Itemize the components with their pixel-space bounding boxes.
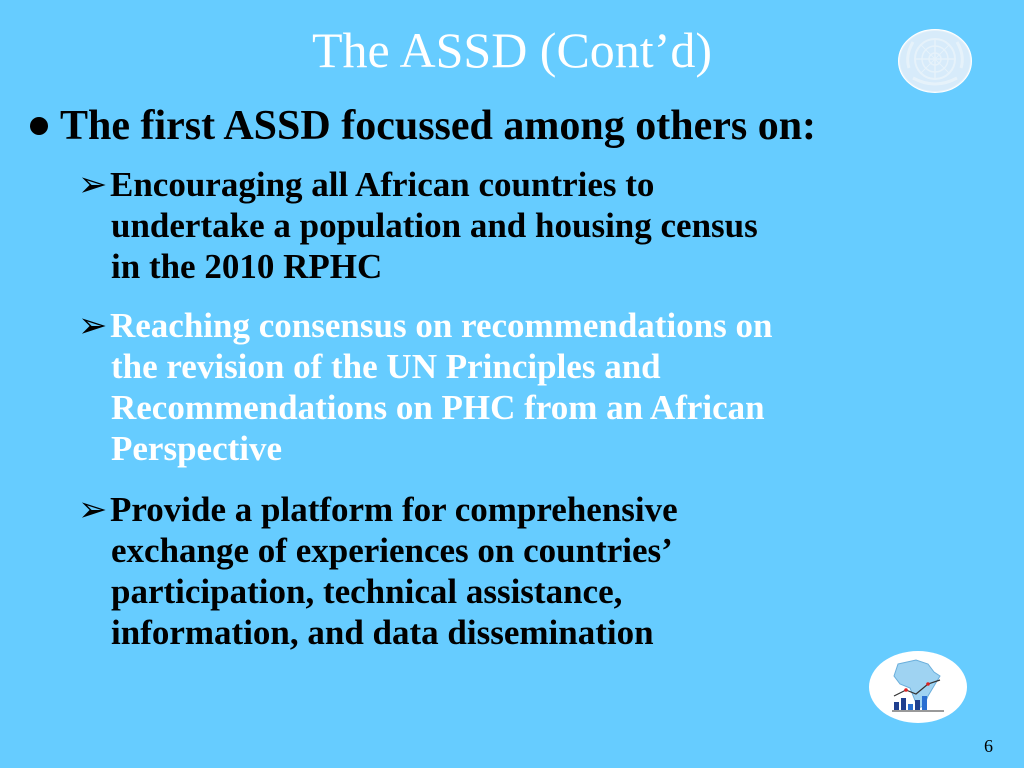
main-bullet <box>30 100 816 152</box>
sub-bullet-3-line-2: exchange of experiences on countries’ <box>111 531 673 570</box>
un-emblem-icon <box>897 28 973 94</box>
arrow-bullet-icon: ➢ <box>78 490 108 529</box>
sub-bullet-1-line-3: in the 2010 RPHC <box>111 247 383 286</box>
sub-bullet-1-line-1: Encouraging all African countries to <box>110 165 655 204</box>
main-bullet-text: The first ASSD focussed among others on: <box>60 103 817 149</box>
sub-bullet-3-line-3: participation, technical assistance, <box>111 572 623 611</box>
black-circle-bullet-icon <box>30 117 48 135</box>
page-number: 6 <box>984 736 993 756</box>
sub-bullet-1 <box>78 164 998 287</box>
sub-bullet-2 <box>78 305 998 469</box>
slide-title: The ASSD (Cont’d) <box>312 22 712 78</box>
sub-bullet-3 <box>78 489 998 653</box>
sub-bullet-3-line-1: Provide a platform for comprehensive <box>110 490 678 529</box>
arrow-bullet-icon: ➢ <box>78 306 108 345</box>
sub-bullet-1-line-2: undertake a population and housing census <box>111 206 758 245</box>
arrow-bullet-icon: ➢ <box>78 165 108 204</box>
africa-map-chart-logo-icon <box>868 650 968 724</box>
sub-bullet-2-line-3: Recommendations on PHC from an African <box>111 388 765 427</box>
sub-bullet-2-line-2: the revision of the UN Principles and <box>111 347 661 386</box>
sub-bullet-3-line-4: information, and data dissemination <box>111 613 654 652</box>
sub-bullet-2-line-4: Perspective <box>111 429 283 468</box>
sub-bullet-2-line-1: Reaching consensus on recommendations on <box>110 306 773 345</box>
